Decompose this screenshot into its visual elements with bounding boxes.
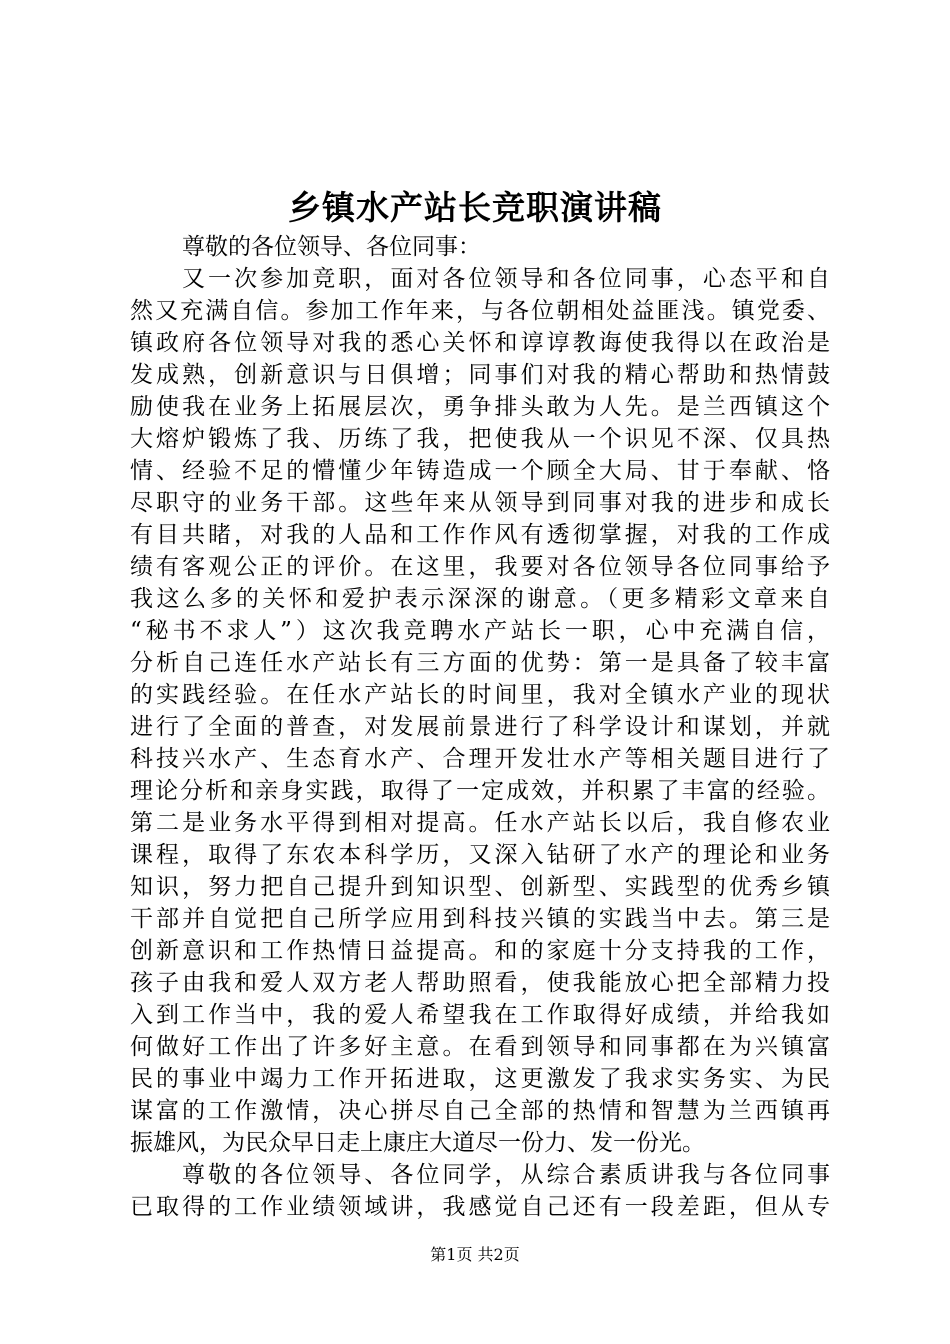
page-number-footer: 第1页 共2页 xyxy=(430,1245,520,1264)
text-line: 进行了全面的普查，对发展前景进行了科学设计和谋划，并就 xyxy=(130,714,830,740)
text-line: 情、经验不足的懵懂少年铸造成一个顾全大局、甘于奉献、恪 xyxy=(130,458,830,484)
text-line: 民的事业中竭力工作开拓进取，这更激发了我求实务实、为民 xyxy=(130,1066,830,1092)
text-line: 镇政府各位领导对我的悉心关怀和谆谆教诲使我得以在政治是 xyxy=(130,330,830,356)
document-title: 乡镇水产站长竞职演讲稿 xyxy=(288,188,662,227)
text-line: 课程，取得了东农本科学历，又深入钻研了水产的理论和业务 xyxy=(130,842,830,868)
text-line: 然又充满自信。参加工作年来，与各位朝相处益匪浅。镇党委、 xyxy=(130,298,830,324)
text-line: 的实践经验。在任水产站长的时间里，我对全镇水产业的现状 xyxy=(130,682,830,708)
text-line: 励使我在业务上拓展层次，勇争排头敢为人先。是兰西镇这个 xyxy=(130,394,830,420)
text-line: 创新意识和工作热情日益提高。和的家庭十分支持我的工作， xyxy=(130,938,830,964)
text-line: 科技兴水产、生态育水产、合理开发壮水产等相关题目进行了 xyxy=(130,746,830,772)
text-line: 分析自己连任水产站长有三方面的优势：第一是具备了较丰富 xyxy=(130,650,830,676)
text-line: 干部并自觉把自己所学应用到科技兴镇的实践当中去。第三是 xyxy=(130,906,830,932)
text-line: 入到工作当中，我的爱人希望我在工作取得好成绩，并给我如 xyxy=(130,1002,830,1028)
document-body xyxy=(130,231,830,1223)
text-line: 有目共睹，对我的人品和工作作风有透彻掌握，对我的工作成 xyxy=(130,522,830,548)
text-line: 谋富的工作激情，决心拼尽自己全部的热情和智慧为兰西镇再 xyxy=(130,1098,830,1124)
text-line: 已取得的工作业绩领域讲，我感觉自己还有一段差距，但从专 xyxy=(130,1194,830,1220)
text-line: 发成熟，创新意识与日俱增；同事们对我的精心帮助和热情鼓 xyxy=(130,362,830,388)
text-line: 知识，努力把自己提升到知识型、创新型、实践型的优秀乡镇 xyxy=(130,874,830,900)
text-line: 大熔炉锻炼了我、历练了我，把使我从一个识见不深、仅具热 xyxy=(130,426,830,452)
text-line: 理论分析和亲身实践，取得了一定成效，并积累了丰富的经验。 xyxy=(130,778,830,804)
text-line: 又一次参加竞职，面对各位领导和各位同事，心态平和自 xyxy=(182,266,830,292)
text-line: 第二是业务水平得到相对提高。任水产站长以后，我自修农业 xyxy=(130,810,830,836)
text-line: 我这么多的关怀和爱护表示深深的谢意。（更多精彩文章来自 xyxy=(130,586,830,612)
text-line: 尊敬的各位领导、各位同学，从综合素质讲我与各位同事 xyxy=(182,1162,830,1188)
text-line: 何做好工作出了许多好主意。在看到领导和同事都在为兴镇富 xyxy=(130,1034,830,1060)
text-line: “秘书不求人”）这次我竞聘水产站长一职，心中充满自信， xyxy=(130,618,830,644)
text-line: 尊敬的各位领导、各位同事： xyxy=(182,234,481,260)
text-line: 孩子由我和爱人双方老人帮助照看，使我能放心把全部精力投 xyxy=(130,970,830,996)
text-line: 尽职守的业务干部。这些年来从领导到同事对我的进步和成长 xyxy=(130,490,830,516)
text-line: 绩有客观公正的评价。在这里，我要对各位领导各位同事给予 xyxy=(130,554,830,580)
text-line: 振雄风，为民众早日走上康庄大道尽一份力、发一份光。 xyxy=(130,1130,705,1156)
